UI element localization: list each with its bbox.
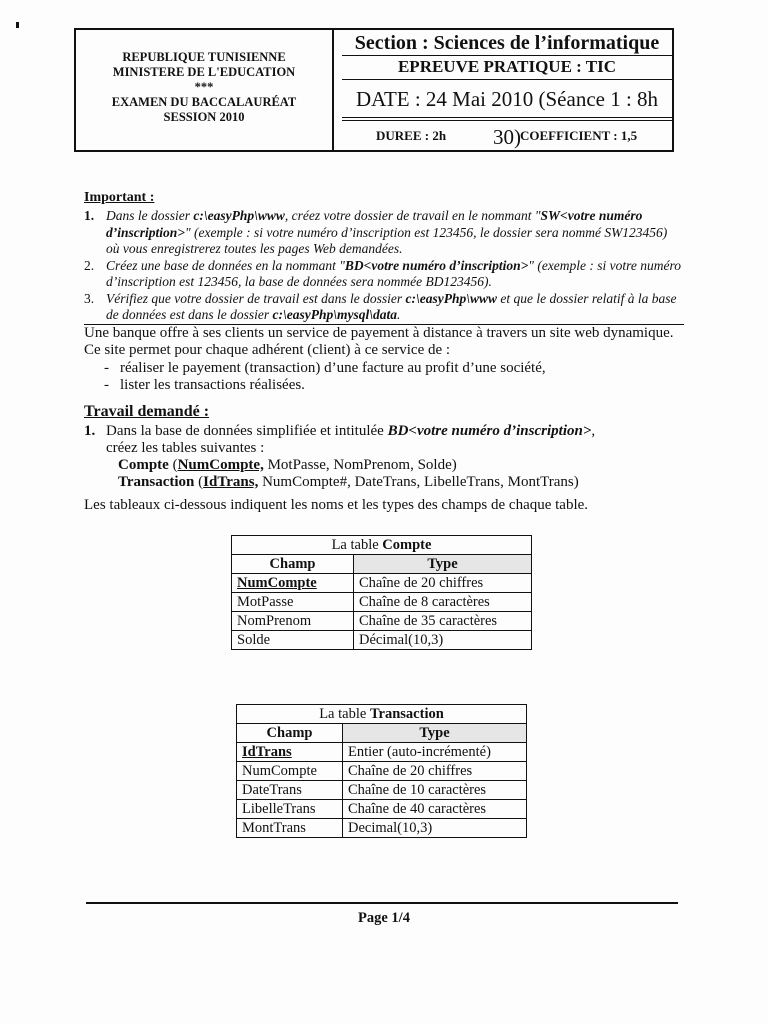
exam-date: DATE : 24 Mai 2010 (Séance 1 : 8h 30) [342, 80, 672, 118]
travail-item-1 [84, 423, 684, 457]
intro-paragraph: Une banque offre à ses clients un service de payement à distance à travers un site web dynamique. Ce site permet pour chaque adhérent (client) à ce service de : [84, 324, 674, 358]
footer-rule [86, 902, 678, 904]
table-row [237, 781, 527, 800]
table-compte [231, 535, 532, 650]
caption-table-name: Compte [382, 537, 432, 553]
important-list [84, 208, 684, 325]
item-text: Vérifiez que votre dossier de travail est dans le dossier [106, 290, 406, 306]
item-number: 3. [84, 290, 95, 306]
folder-path: c:\easyPhp\www [405, 290, 497, 306]
exam-duration: DUREE : 2h [376, 128, 447, 143]
duration-coef-row [342, 120, 672, 150]
service-item: - réaliser le payement (transaction) d’une facture au profit d’une société, [104, 360, 684, 378]
header-line-exam: EXAMEN DU BACCALAURÉAT [111, 95, 297, 109]
caption-table-name: Transaction [369, 706, 444, 722]
field-type: Chaîne de 8 caractères [354, 593, 532, 612]
item-text: , créez votre dossier de travail en le nommant " [284, 208, 541, 223]
table-row [232, 631, 532, 650]
ministry-block [76, 30, 334, 150]
tables-intro: Les tableaux ci-dessous indiquent les noms et les types des champs de chaque table. [84, 496, 589, 513]
table-caption-row [232, 536, 532, 555]
schema-compte: Compte (NumCompte, MotPasse, NomPrenom, Solde) [118, 456, 457, 473]
epreuve-title: EPREUVE PRATIQUE : TIC [342, 56, 672, 80]
table-row [237, 819, 527, 838]
folder-path: c:\easyPhp\www [193, 208, 285, 223]
item-text: créez les tables suivantes : [106, 439, 265, 456]
field-name: IdTrans [237, 743, 343, 762]
caption-text: La table [331, 537, 383, 553]
field-type: Entier (auto-incrémenté) [343, 743, 527, 762]
scan-mark [16, 22, 19, 28]
field-type: Decimal(10,3) [343, 819, 527, 838]
table-caption-row [237, 705, 527, 724]
table-row [237, 800, 527, 819]
services-list [84, 360, 684, 395]
item-text: Dans le dossier [106, 208, 194, 223]
table-caption [232, 536, 532, 555]
item-text: . [396, 307, 401, 322]
field-type: Chaîne de 10 caractères [343, 781, 527, 800]
service-item: - lister les transactions réalisées. [104, 377, 684, 395]
exam-info-block [342, 30, 672, 150]
field-name: NomPrenom [232, 612, 354, 631]
item-number: 1. [84, 208, 95, 223]
table-header-row [232, 555, 532, 574]
field-type: Décimal(10,3) [354, 631, 532, 650]
header-line-country: REPUBLIQUE TUNISIENNE [122, 50, 286, 64]
table-transaction [236, 704, 527, 838]
col-header-type: Type [354, 555, 532, 574]
fields-list: NumCompte#, DateTrans, LibelleTrans, MontTrans) [258, 473, 579, 490]
travail-title: Travail demandé : [84, 402, 210, 420]
table-row [232, 574, 532, 593]
schema-transaction: Transaction (IdTrans, NumCompte#, DateTrans, LibelleTrans, MontTrans) [118, 473, 579, 490]
exam-content [84, 190, 684, 514]
section-title: Section : Sciences de l’informatique [342, 30, 672, 56]
item-number: 2. [84, 257, 95, 273]
field-name: NumCompte [237, 762, 343, 781]
item-text: " (exemple : si votre numéro d’inscription est 123456, la base de données sera nommée BD123456). [106, 257, 682, 289]
item-text: Dans la base de données simplifiée et intitulée [106, 422, 388, 439]
fields-list: MotPasse, NomPrenom, Solde) [263, 456, 457, 473]
folder-name: SW<votre numéro d’inscription> [106, 208, 643, 240]
table-header-row [237, 724, 527, 743]
table-name: Compte [118, 456, 169, 473]
item-number: 1. [84, 422, 96, 439]
caption-text: La table [319, 706, 370, 722]
field-name: NumCompte [232, 574, 354, 593]
col-header-type: Type [343, 724, 527, 743]
data-folder-path: c:\easyPhp\mysql\data [272, 307, 397, 322]
important-item-3 [84, 291, 684, 325]
field-name: Solde [232, 631, 354, 650]
field-type: Chaîne de 40 caractères [343, 800, 527, 819]
field-name: LibelleTrans [237, 800, 343, 819]
header-line-stars: *** [194, 80, 214, 94]
field-name: DateTrans [237, 781, 343, 800]
header-line-session: SESSION 2010 [163, 110, 245, 124]
header-line-ministry: MINISTERE DE L'EDUCATION [112, 65, 296, 79]
table-row [232, 612, 532, 631]
table-row [232, 593, 532, 612]
database-name: BD<votre numéro d’inscription> [344, 257, 529, 273]
field-type: Chaîne de 20 chiffres [354, 574, 532, 593]
item-text: , [591, 422, 596, 439]
item-text: Créez une base de données en la nommant " [106, 257, 345, 273]
important-item-1 [84, 208, 684, 258]
col-header-champ: Champ [237, 724, 343, 743]
field-name: MontTrans [237, 819, 343, 838]
important-item-2 [84, 258, 684, 291]
exam-header [74, 28, 674, 152]
col-header-champ: Champ [232, 555, 354, 574]
exam-coefficient: COEFFICIENT : 1,5 [520, 128, 638, 143]
table-row [237, 762, 527, 781]
important-title: Important : [84, 190, 155, 205]
database-name: BD<votre numéro d’inscription> [387, 422, 592, 439]
field-name: MotPasse [232, 593, 354, 612]
table-name: Transaction [118, 473, 195, 490]
field-type: Chaîne de 35 caractères [354, 612, 532, 631]
field-type: Chaîne de 20 chiffres [343, 762, 527, 781]
item-text: " (exemple : si votre numéro d’inscription est 123456, le dossier sera nommé SW123456) où vous enregistrerez toutes les pages Web demandées. [106, 224, 668, 256]
item-text: et que le dossier relatif à la base de données est dans le dossier [106, 290, 677, 322]
page-number: Page 1/4 [358, 910, 410, 926]
primary-key: IdTrans, [203, 473, 259, 490]
primary-key: NumCompte, [177, 456, 264, 473]
table-caption [237, 705, 527, 724]
table-row [237, 743, 527, 762]
